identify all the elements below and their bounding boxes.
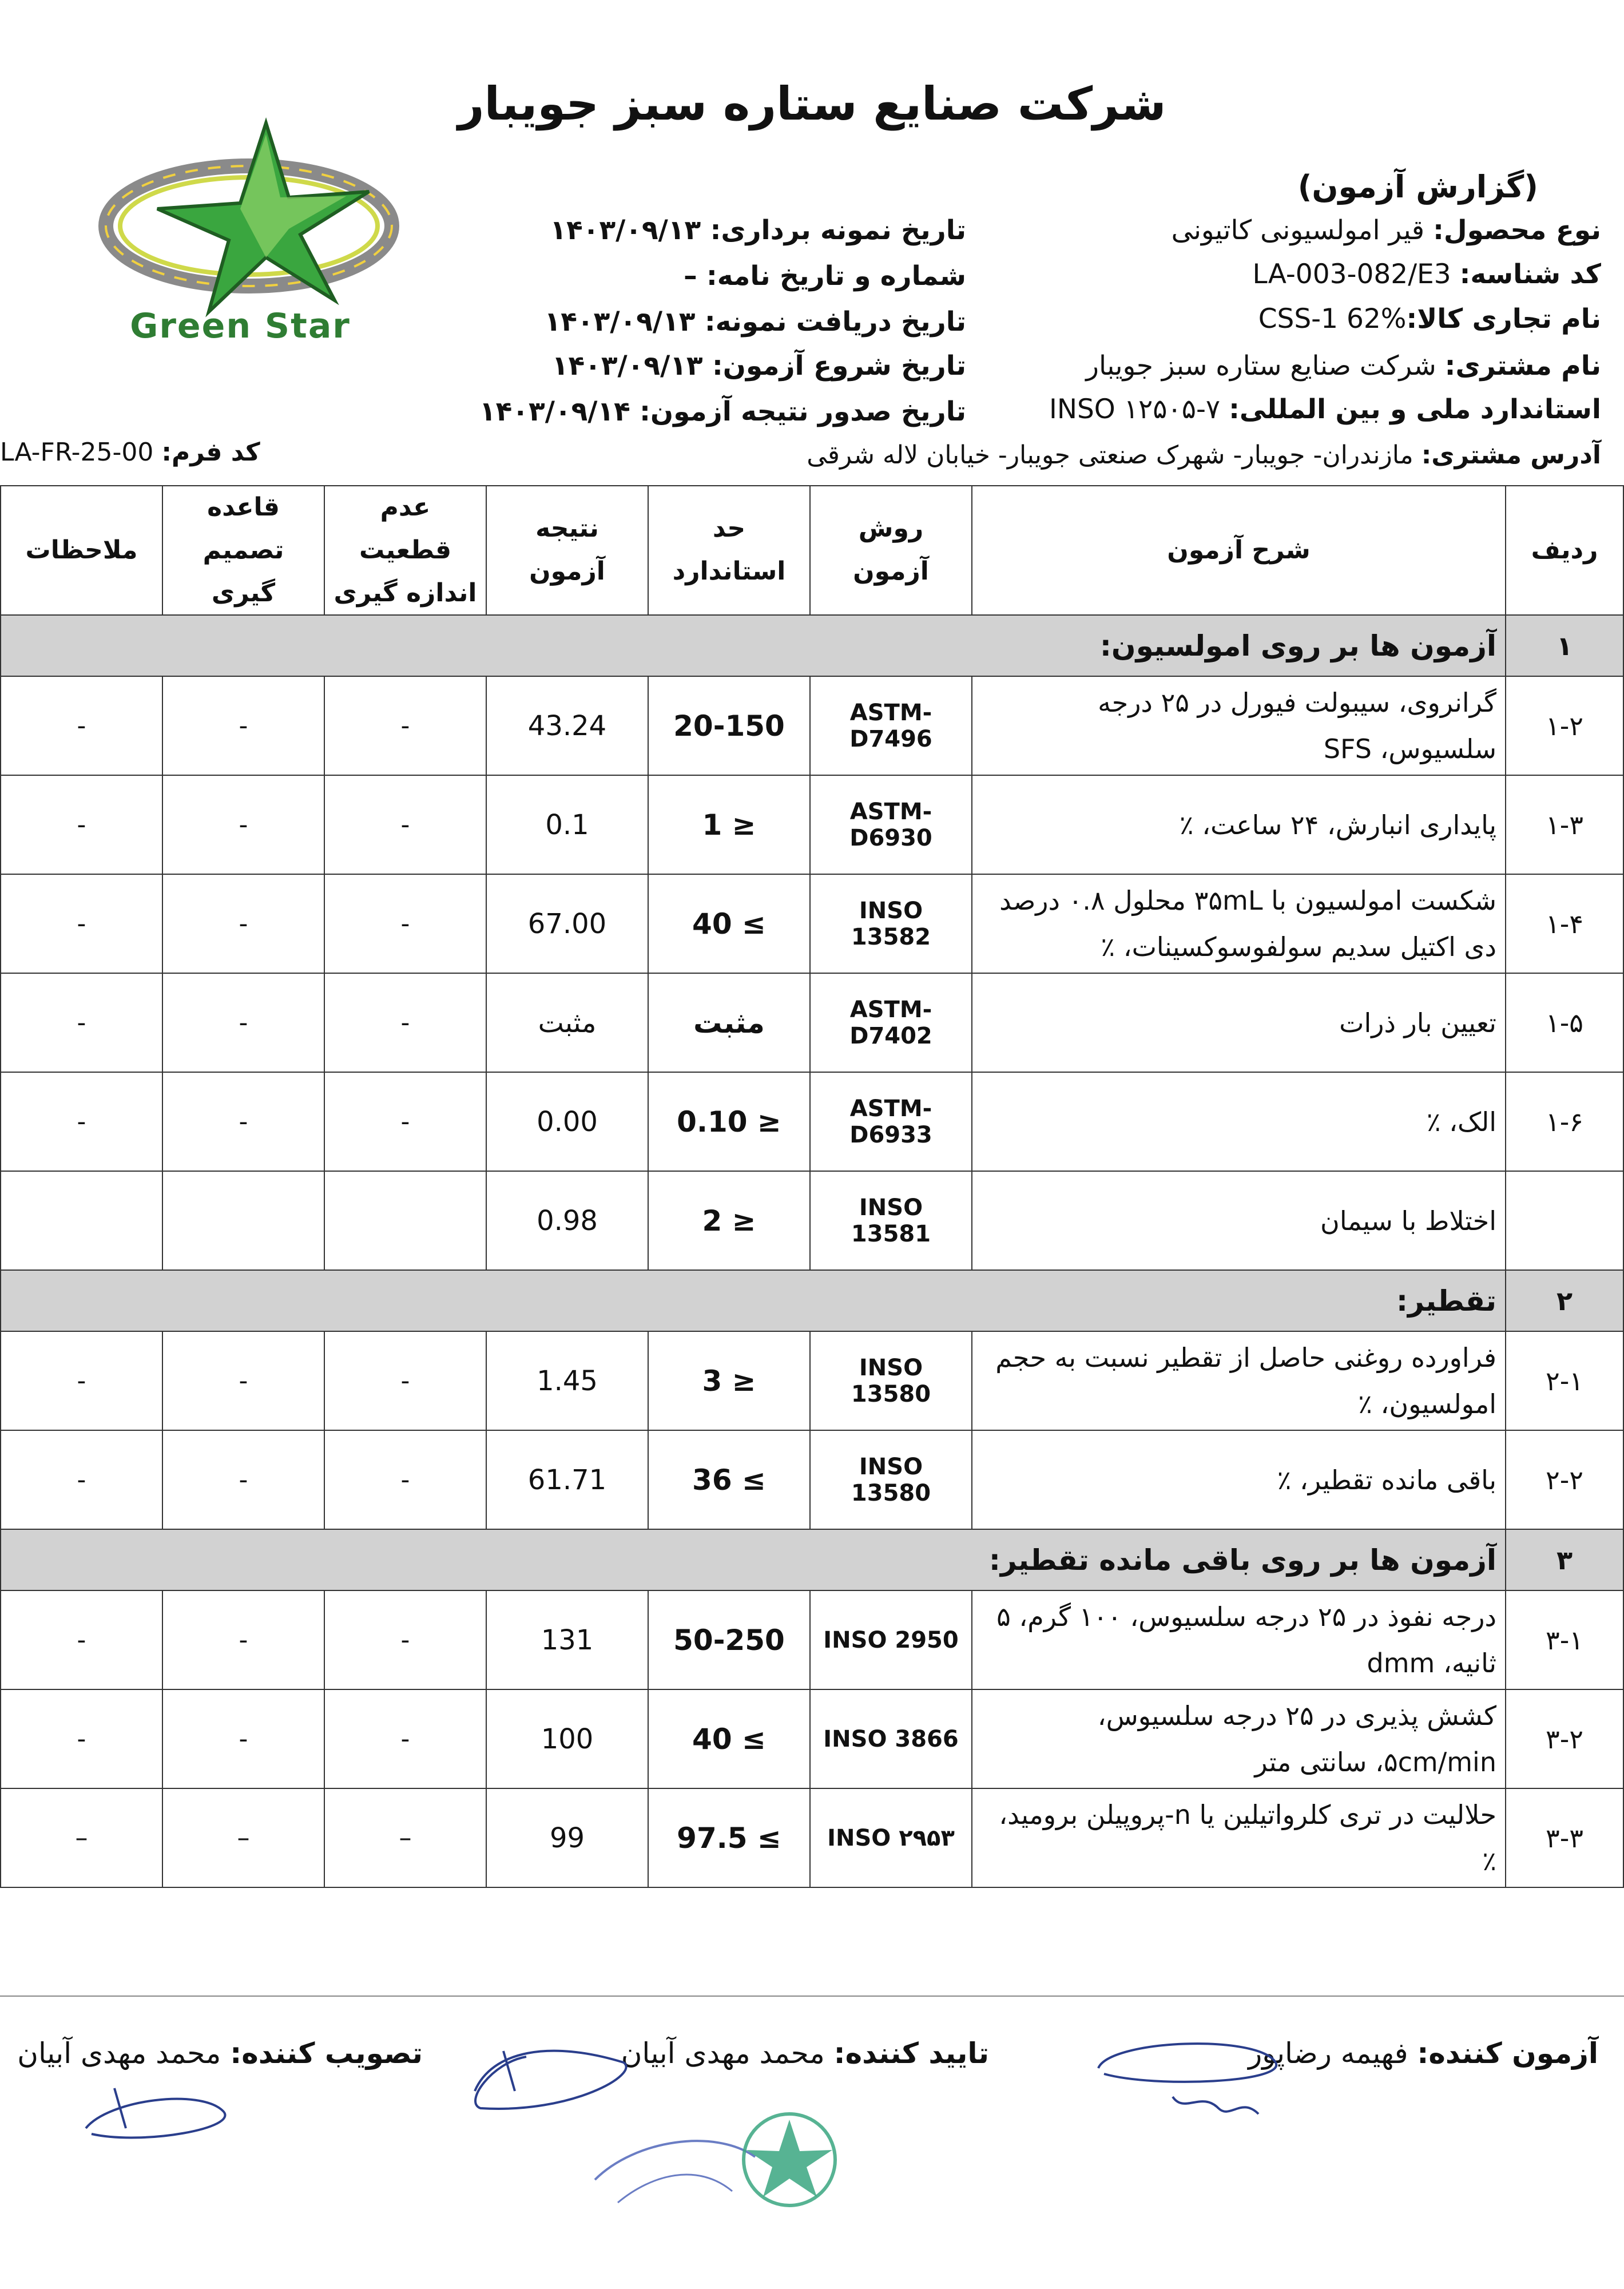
- header-test-method: روش آزمون: [810, 486, 972, 615]
- cell-uncertainty: -: [324, 1689, 486, 1788]
- cell-test-method: INSO 3866: [810, 1689, 972, 1788]
- cell-result: 1.45: [486, 1331, 648, 1430]
- section-index: ۳: [1506, 1529, 1623, 1590]
- header-standard-limit: حد استاندارد: [648, 486, 810, 615]
- cell-standard-limit: 20-150: [648, 676, 810, 775]
- footer-divider: [0, 1996, 1624, 1997]
- cell-result: 100: [486, 1689, 648, 1788]
- id-code: کد شناسه: LA-003-082/E3: [1252, 259, 1601, 290]
- trade-name: نام تجاری کالا:CSS-1 62%: [1258, 303, 1601, 335]
- table-row: [1, 874, 1623, 973]
- section-row: [1, 1270, 1623, 1331]
- tester-signature-icon: [1087, 2028, 1293, 2137]
- cell-decision-rule: –: [162, 1788, 324, 1887]
- cell-decision-rule: -: [162, 1072, 324, 1171]
- header-result: نتیجه آزمون: [486, 486, 648, 615]
- cell-notes: -: [1, 874, 162, 973]
- cell-row-number: ۱-۲: [1506, 676, 1623, 775]
- cell-test-method: INSO 13580: [810, 1331, 972, 1430]
- cell-decision-rule: -: [162, 973, 324, 1072]
- cell-result: مثبت: [486, 973, 648, 1072]
- cell-notes: [1, 1171, 162, 1270]
- table-row: [1, 973, 1623, 1072]
- cell-test-method: ASTM-D7496: [810, 676, 972, 775]
- cell-notes: -: [1, 1689, 162, 1788]
- test-start-date: تاریخ شروع آزمون: ۱۴۰۳/۰۹/۱۳: [551, 350, 966, 382]
- cell-uncertainty: -: [324, 1331, 486, 1430]
- table-row: [1, 1689, 1623, 1788]
- cell-description: شکست امولسیون با ۳۵mL محلول ۰.۸ درصد دی اکتیل سدیم سولفوسوکسینات، ٪: [972, 874, 1506, 973]
- cell-description: کشش پذیری در ۲۵ درجه سلسیوس، ۵cm/min، سانتی متر: [972, 1689, 1506, 1788]
- cell-uncertainty: -: [324, 775, 486, 874]
- cell-description: الک، ٪: [972, 1072, 1506, 1171]
- table-row: [1, 1171, 1623, 1270]
- approver-signature-label: تصویب کننده: محمد مهدی آبیان: [17, 2037, 423, 2070]
- test-results-table: [0, 485, 1624, 1888]
- cell-standard-limit: 1 ≥: [648, 775, 810, 874]
- cell-result: 67.00: [486, 874, 648, 973]
- cell-row-number: ۲-۱: [1506, 1331, 1623, 1430]
- cell-test-method: ASTM-D7402: [810, 973, 972, 1072]
- cell-standard-limit: 2 ≥: [648, 1171, 810, 1270]
- cell-row-number: ۲-۲: [1506, 1430, 1623, 1529]
- cell-description: حلالیت در تری کلرواتیلین یا n-پروپیلن برومید، ٪: [972, 1788, 1506, 1887]
- cell-result: 61.71: [486, 1430, 648, 1529]
- cell-description: باقی مانده تقطیر، ٪: [972, 1430, 1506, 1529]
- result-date: تاریخ صدور نتیجه آزمون: ۱۴۰۳/۰۹/۱۴: [479, 396, 966, 427]
- cell-notes: -: [1, 973, 162, 1072]
- cell-result: 99: [486, 1788, 648, 1887]
- product-type: نوع محصول: قیر امولسیونی کاتیونی: [1171, 215, 1601, 246]
- cell-result: 0.98: [486, 1171, 648, 1270]
- section-index: ۲: [1506, 1270, 1623, 1331]
- cell-standard-limit: 36 ≤: [648, 1430, 810, 1529]
- cell-notes: -: [1, 1430, 162, 1529]
- cell-description: فراورده روغنی حاصل از تقطیر نسبت به حجم امولسیون، ٪: [972, 1331, 1506, 1430]
- form-code: کد فرم: LA-FR-25-00: [0, 438, 260, 467]
- header-row-number: ردیف: [1506, 486, 1623, 615]
- cell-row-number: ۱-۴: [1506, 874, 1623, 973]
- cell-description: اختلاط با سیمان: [972, 1171, 1506, 1270]
- cell-test-method: INSO 13580: [810, 1430, 972, 1529]
- cell-standard-limit: 97.5 ≤: [648, 1788, 810, 1887]
- letter-number: شماره و تاریخ نامه: –: [684, 260, 966, 292]
- customer-name: نام مشتری: شرکت صنایع ستاره سبز جویبار: [1086, 350, 1601, 382]
- cell-description: پایداری انبارش، ۲۴ ساعت، ٪: [972, 775, 1506, 874]
- section-row: [1, 615, 1623, 676]
- cell-notes: -: [1, 676, 162, 775]
- cell-standard-limit: 40 ≤: [648, 1689, 810, 1788]
- cell-test-method: ASTM-D6930: [810, 775, 972, 874]
- cell-standard-limit: 0.10 ≥: [648, 1072, 810, 1171]
- table-row: [1, 676, 1623, 775]
- header-decision-rule: قاعده تصمیم گیری: [162, 486, 324, 615]
- cell-uncertainty: -: [324, 1072, 486, 1171]
- table-row: [1, 1072, 1623, 1171]
- cell-decision-rule: -: [162, 1430, 324, 1529]
- cell-result: 0.00: [486, 1072, 648, 1171]
- cell-notes: -: [1, 1072, 162, 1171]
- cell-notes: -: [1, 1590, 162, 1689]
- company-stamp-icon: [583, 2105, 858, 2237]
- cell-decision-rule: -: [162, 1590, 324, 1689]
- cell-row-number: ۳-۱: [1506, 1590, 1623, 1689]
- cell-description: گرانروی، سیبولت فیورل در ۲۵ درجه سلسیوس، SFS: [972, 676, 1506, 775]
- cell-standard-limit: 50-250: [648, 1590, 810, 1689]
- cell-row-number: ۳-۲: [1506, 1689, 1623, 1788]
- receive-date: تاریخ دریافت نمونه: ۱۴۰۳/۰۹/۱۳: [544, 306, 966, 338]
- cell-uncertainty: -: [324, 1590, 486, 1689]
- cell-decision-rule: -: [162, 1331, 324, 1430]
- cell-test-method: INSO ۲۹۵۳: [810, 1788, 972, 1887]
- cell-uncertainty: [324, 1171, 486, 1270]
- cell-uncertainty: -: [324, 676, 486, 775]
- section-index: ۱: [1506, 615, 1623, 676]
- customer-address: آدرس مشتری: مازندران- جویبار- شهرک صنعتی جویبار- خیابان لاله شرقی: [807, 441, 1601, 470]
- table-row: [1, 1590, 1623, 1689]
- national-standard: استاندارد ملی و بین المللی: INSO ۱۲۵۰۵-۷: [1049, 394, 1601, 425]
- tester-signature-label: آزمون کننده: فهیمه رضاپور: [1248, 2037, 1598, 2070]
- cell-standard-limit: 3 ≥: [648, 1331, 810, 1430]
- cell-decision-rule: -: [162, 775, 324, 874]
- cell-uncertainty: -: [324, 1430, 486, 1529]
- cell-notes: -: [1, 775, 162, 874]
- table-row: [1, 775, 1623, 874]
- cell-description: تعیین بار ذرات: [972, 973, 1506, 1072]
- cell-row-number: ۱-۵: [1506, 973, 1623, 1072]
- company-name: شرکت صنایع ستاره سبز جویبار: [458, 77, 1166, 130]
- section-row: [1, 1529, 1623, 1590]
- verifier-signature-label: تایید کننده: محمد مهدی آبیان: [621, 2037, 989, 2070]
- sampling-date: تاریخ نمونه برداری: ۱۴۰۳/۰۹/۱۳: [550, 215, 966, 246]
- header-uncertainty: عدم قطعیت اندازه گیری: [324, 486, 486, 615]
- cell-row-number: [1506, 1171, 1623, 1270]
- cell-decision-rule: -: [162, 676, 324, 775]
- cell-row-number: ۱-۶: [1506, 1072, 1623, 1171]
- cell-notes: -: [1, 1331, 162, 1430]
- cell-decision-rule: -: [162, 1689, 324, 1788]
- cell-row-number: ۱-۳: [1506, 775, 1623, 874]
- header-description: شرح آزمون: [972, 486, 1506, 615]
- section-title: تقطیر:: [1, 1270, 1506, 1331]
- cell-result: 43.24: [486, 676, 648, 775]
- cell-row-number: ۳-۳: [1506, 1788, 1623, 1887]
- cell-test-method: INSO 13581: [810, 1171, 972, 1270]
- section-title: آزمون ها بر روی امولسیون:: [1, 615, 1506, 676]
- cell-test-method: INSO 13582: [810, 874, 972, 973]
- header-notes: ملاحظات: [1, 486, 162, 615]
- cell-test-method: ASTM-D6933: [810, 1072, 972, 1171]
- logo-text: Green Star: [130, 306, 351, 346]
- approver-signature-icon: [74, 2065, 246, 2151]
- cell-test-method: INSO 2950: [810, 1590, 972, 1689]
- report-title: (گزارش آزمون): [1297, 169, 1538, 205]
- cell-decision-rule: [162, 1171, 324, 1270]
- section-title: آزمون ها بر روی باقی مانده تقطیر:: [1, 1529, 1506, 1590]
- cell-uncertainty: –: [324, 1788, 486, 1887]
- cell-uncertainty: -: [324, 874, 486, 973]
- cell-standard-limit: 40 ≤: [648, 874, 810, 973]
- cell-decision-rule: -: [162, 874, 324, 973]
- cell-description: درجه نفوذ در ۲۵ درجه سلسیوس، ۱۰۰ گرم، ۵ ثانیه، dmm: [972, 1590, 1506, 1689]
- cell-standard-limit: مثبت: [648, 973, 810, 1072]
- table-row: [1, 1331, 1623, 1430]
- table-header-row: [1, 486, 1623, 615]
- cell-uncertainty: -: [324, 973, 486, 1072]
- table-row: [1, 1430, 1623, 1529]
- table-row: [1, 1788, 1623, 1887]
- cell-notes: –: [1, 1788, 162, 1887]
- cell-result: 0.1: [486, 775, 648, 874]
- cell-result: 131: [486, 1590, 648, 1689]
